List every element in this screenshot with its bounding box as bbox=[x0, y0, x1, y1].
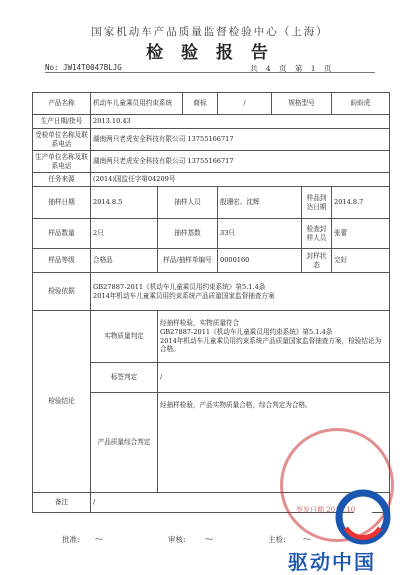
sampler-label: 抽样人员 bbox=[158, 187, 218, 219]
reviewer-signature: ~ bbox=[204, 532, 215, 546]
label-check-value: / bbox=[158, 363, 390, 393]
base-value: 33只 bbox=[218, 219, 302, 249]
sealer-value: 张蕾 bbox=[332, 219, 390, 249]
overall-label: 产品质量综合判定 bbox=[91, 393, 158, 493]
model-label: 规格型号 bbox=[272, 93, 332, 115]
inspection-center-name: 国家机动车产品质量监督检验中心（上海） bbox=[91, 26, 329, 38]
maker-signature: ~ bbox=[302, 532, 313, 546]
prod-date-label: 生产日期/批号 bbox=[33, 115, 91, 129]
physical-value: 经抽样检验，实物质量符合 GB27887-2011《机动车儿童乘员用约束系统》第5.1.4条 2014年机动车儿童乘员用约束系统产品质量国家监督抽查方案，检验结论为合格。 bbox=[158, 311, 390, 363]
report-title: 检 验 报 告 bbox=[146, 43, 274, 63]
approver-signature: ~ bbox=[94, 532, 105, 546]
label-check-label: 标签判定 bbox=[91, 363, 158, 393]
producer-value: 湖南两只老虎安全科技有限公司 13755166717 bbox=[91, 151, 390, 173]
watermark-logo-text: 驱动中国 bbox=[288, 550, 376, 574]
maker-label: 主检: bbox=[268, 535, 286, 544]
grade-value: 合格品 bbox=[91, 249, 158, 273]
report-number: No: JW14T0047BLJG bbox=[45, 63, 122, 72]
arrival-label: 样品到达日期 bbox=[302, 187, 332, 219]
grade-label: 样品等级 bbox=[33, 249, 91, 273]
physical-label: 实物质量判定 bbox=[91, 311, 158, 363]
remark-value: / bbox=[91, 493, 390, 513]
sample-no-value: 0000160 bbox=[218, 249, 302, 273]
sampler-value: 殷珊宏、沈辉 bbox=[218, 187, 302, 219]
model-value: 盼盼虎 bbox=[332, 93, 390, 115]
producer-label: 生产单位名称及联系电话 bbox=[33, 151, 91, 173]
prod-date-value: 2013.10.43 bbox=[91, 115, 390, 129]
arrival-value: 2014.8.7 bbox=[332, 187, 390, 219]
qty-value: 2只 bbox=[91, 219, 158, 249]
product-name-value: 机动车儿童乘员用约束系统 bbox=[91, 93, 183, 115]
conclusion-label: 检验结论 bbox=[33, 311, 91, 493]
basis-value: GB27887-2011《机动车儿童乘员用约束系统》第5.1.4条 2014年机动车儿童乘员用约束系统产品质量国家监督抽查方案 bbox=[91, 273, 390, 311]
page-info: 共 4 页 第 1 页 bbox=[250, 64, 332, 73]
header-divider bbox=[45, 72, 375, 73]
watermark-logo-icon bbox=[334, 488, 392, 546]
trademark-value: / bbox=[218, 93, 272, 115]
seal-state-label: 封样状态 bbox=[302, 249, 332, 273]
seal-state-value: 完好 bbox=[332, 249, 390, 273]
seal-date-text: 签发日期 2014.10 bbox=[296, 506, 356, 514]
report-table bbox=[32, 92, 390, 513]
overall-value: 经抽样检验，产品实物质量合格，综合判定为合格。 bbox=[158, 393, 390, 493]
sample-no-label: 样品/抽样单编号 bbox=[158, 249, 218, 273]
task-source-label: 任务来源 bbox=[33, 173, 91, 187]
qty-label: 样品数量 bbox=[33, 219, 91, 249]
approver-label: 批准: bbox=[62, 535, 80, 544]
signature-row bbox=[62, 532, 313, 546]
base-label: 抽样基数 bbox=[158, 219, 218, 249]
remark-label: 备注 bbox=[33, 493, 91, 513]
sampling-date-value: 2014.8.5 bbox=[91, 187, 158, 219]
task-source-value: (2014)国监任字第04209号 bbox=[91, 173, 390, 187]
product-name-label: 产品名称 bbox=[33, 93, 91, 115]
reviewer-label: 审核: bbox=[168, 535, 186, 544]
sampling-date-label: 抽样日期 bbox=[33, 187, 91, 219]
trademark-label: 商标 bbox=[183, 93, 218, 115]
commissioner-label: 受检单位名称及联系电话 bbox=[33, 129, 91, 151]
basis-label: 检验依据 bbox=[33, 273, 91, 311]
commissioner-value: 湖南两只老虎安全科技有限公司 13755166717 bbox=[91, 129, 390, 151]
sealer-label: 检查封样人员 bbox=[302, 219, 332, 249]
